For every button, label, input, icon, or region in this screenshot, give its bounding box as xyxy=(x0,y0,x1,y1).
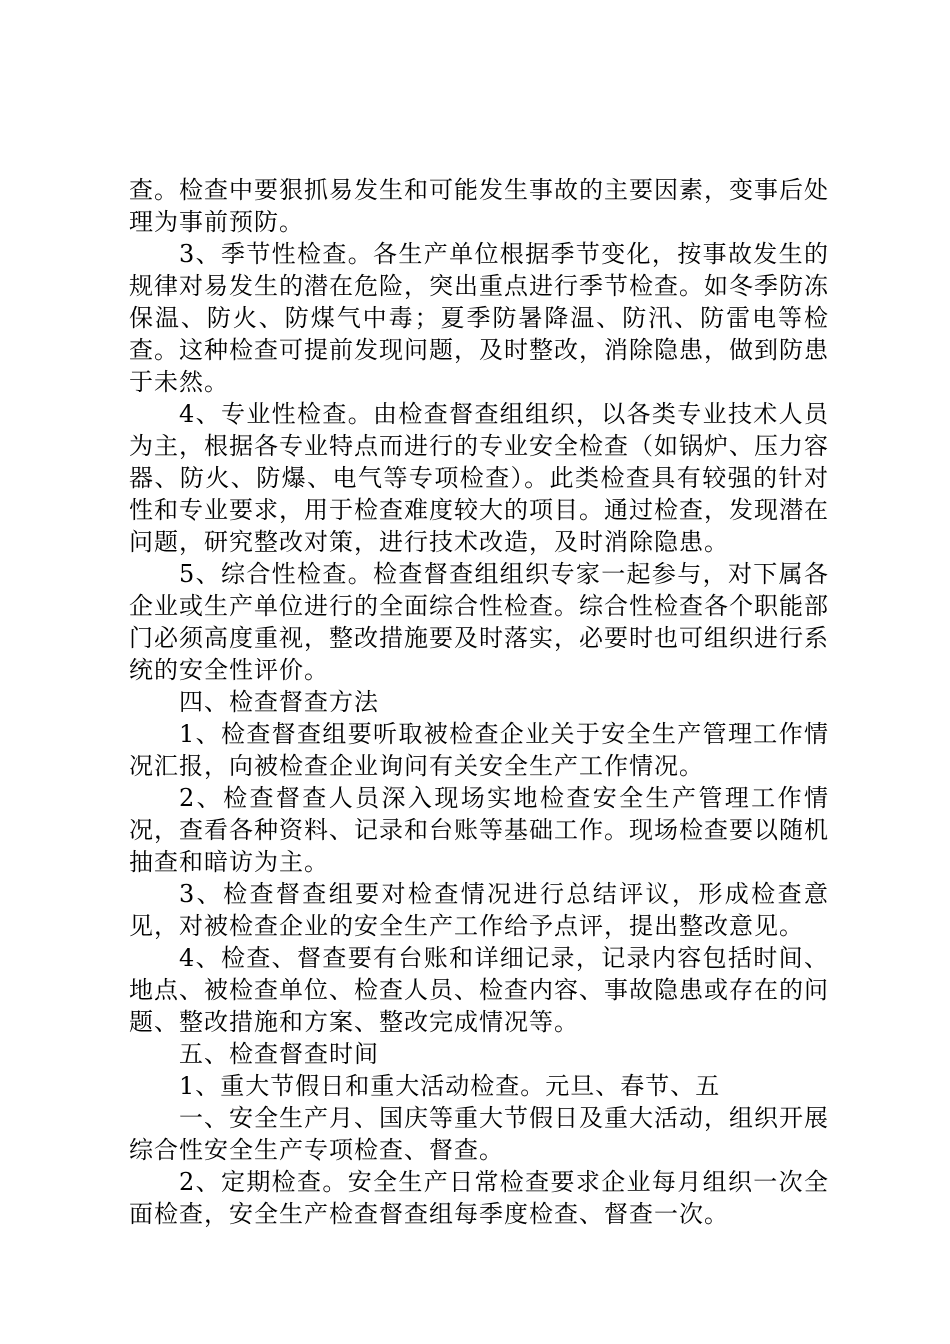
paragraph-time-2: 2、定期检查。安全生产日常检查要求企业每月组织一次全面检查，安全生产检查督查组每季度检查、督查一次。 xyxy=(129,1168,829,1228)
document-body xyxy=(129,174,829,1230)
paragraph-method-1: 1、检查督查组要听取被检查企业关于安全生产管理工作情况汇报，向被检查企业询问有关安全生产工作情况。 xyxy=(129,720,829,780)
paragraph-professional-inspection: 4、专业性检查。由检查督查组组织，以各类专业技术人员为主，根据各专业特点而进行的专业安全检查（如锅炉、压力容器、防火、防爆、电气等专项检查）。此类检查具有较强的针对性和专业要求，用于检查难度较大的项目。通过检查，发现潜在问题，研究整改对策，进行技术改造，及时消除隐患。 xyxy=(129,400,829,556)
paragraph-time-1-continued: 一、安全生产月、国庆等重大节假日及重大活动，组织开展综合性安全生产专项检查、督查。 xyxy=(129,1104,829,1164)
section-heading-methods: 四、检查督查方法 xyxy=(179,688,379,716)
paragraph-seasonal-inspection: 3、季节性检查。各生产单位根据季节变化，按事故发生的规律对易发生的潜在危险，突出重点进行季节检查。如冬季防冻保温、防火、防煤气中毒；夏季防暑降温、防汛、防雷电等检查。这种检查可提前发现问题，及时整改，消除隐患，做到防患于未然。 xyxy=(129,240,829,396)
paragraph-continuation: 查。检查中要狠抓易发生和可能发生事故的主要因素，变事后处理为事前预防。 xyxy=(129,176,829,236)
paragraph-method-2: 2、检查督查人员深入现场实地检查安全生产管理工作情况，查看各种资料、记录和台账等基础工作。现场检查要以随机抽查和暗访为主。 xyxy=(129,784,829,876)
paragraph-comprehensive-inspection: 5、综合性检查。检查督查组组织专家一起参与，对下属各企业或生产单位进行的全面综合性检查。综合性检查各个职能部门必须高度重视，整改措施要及时落实，必要时也可组织进行系统的安全性评价。 xyxy=(129,560,829,684)
paragraph-method-4: 4、检查、督查要有台账和详细记录，记录内容包括时间、地点、被检查单位、检查人员、检查内容、事故隐患或存在的问题、整改措施和方案、整改完成情况等。 xyxy=(129,944,829,1036)
paragraph-method-3: 3、检查督查组要对检查情况进行总结评议，形成检查意见，对被检查企业的安全生产工作给予点评，提出整改意见。 xyxy=(129,880,829,940)
paragraph-time-1: 1、重大节假日和重大活动检查。元旦、春节、五 xyxy=(179,1072,721,1100)
section-heading-time: 五、检查督查时间 xyxy=(179,1040,379,1068)
